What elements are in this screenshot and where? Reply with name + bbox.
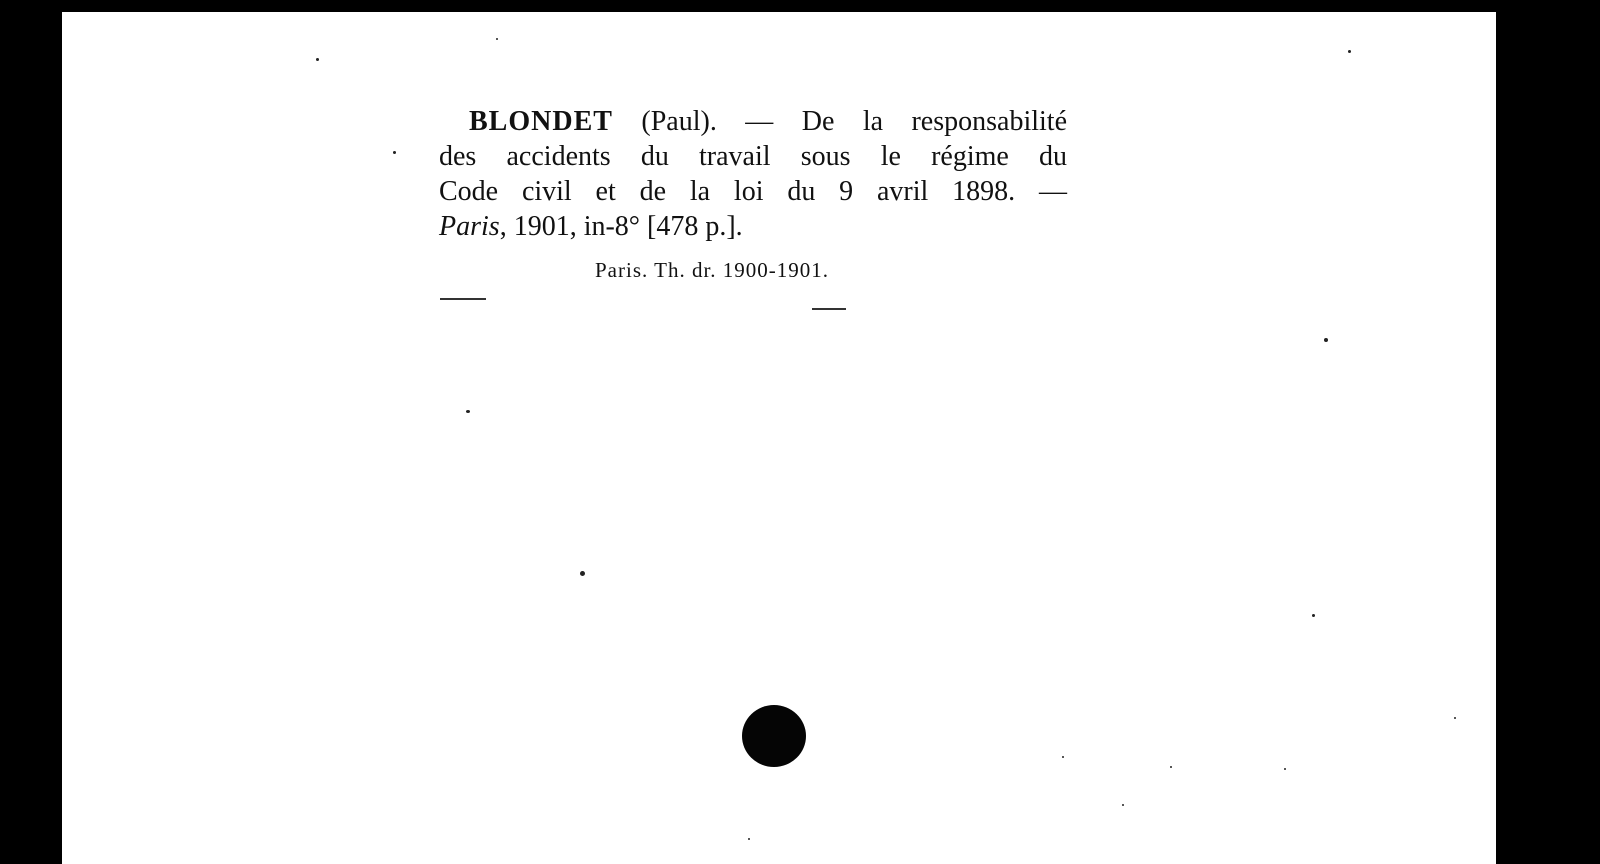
scan-speck [1312, 614, 1315, 617]
scan-speck [580, 571, 585, 576]
entry-line-3: Code civil et de la loi du 9 avril 1898. — [439, 176, 1067, 207]
author-name: BLONDET [469, 106, 613, 137]
scan-speck [1324, 338, 1328, 342]
scan-speck [748, 838, 750, 840]
scanned-catalog-card [62, 12, 1496, 864]
scan-speck [496, 38, 498, 40]
scan-speck [1454, 717, 1456, 719]
scan-speck [393, 151, 396, 154]
scan-dash [440, 298, 486, 300]
thesis-note: Paris. Th. dr. 1900-1901. [595, 258, 830, 282]
scan-speck [316, 58, 319, 61]
publication-imprint: , 1901, in-8° [478 p.]. [499, 211, 743, 242]
bibliographic-entry [439, 104, 1067, 244]
entry-line-1 [439, 104, 1067, 139]
ink-blot [742, 705, 806, 767]
entry-line-4 [439, 209, 1067, 244]
entry-line-2: des accidents du travail sous le régime du [439, 141, 1067, 172]
scan-speck [466, 410, 470, 413]
scan-speck [1062, 756, 1064, 758]
author-forename-title: (Paul). — De la responsabilité [641, 106, 1067, 137]
scan-speck [1122, 804, 1124, 806]
publication-city: Paris [439, 211, 500, 242]
scan-speck [1348, 50, 1351, 53]
scan-speck [1170, 766, 1172, 768]
scan-speck [1284, 768, 1286, 770]
scan-dash [812, 308, 846, 310]
